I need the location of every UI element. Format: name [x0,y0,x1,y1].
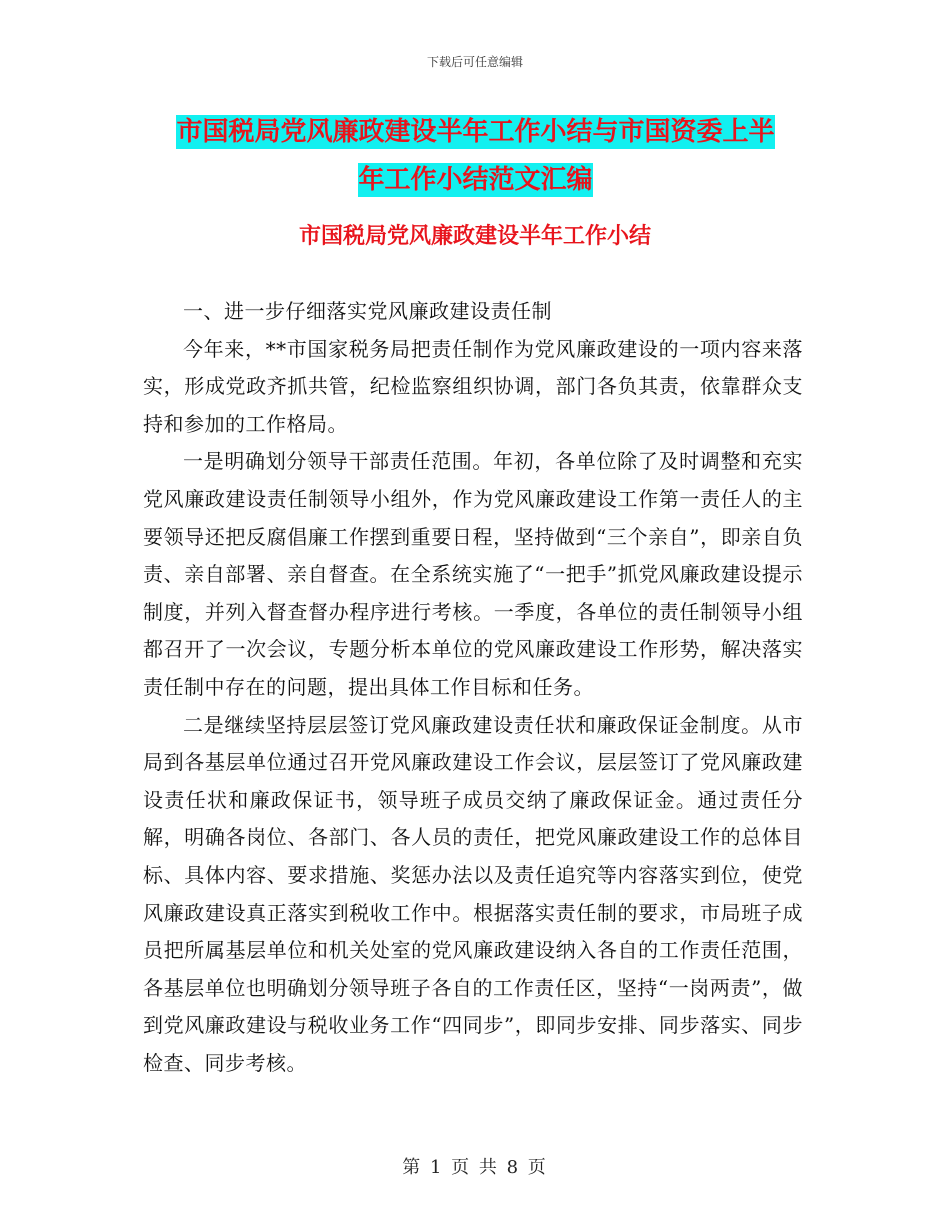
paragraph: 二是继续坚持层层签订党风廉政建设责任状和廉政保证金制度。从市局到各基层单位通过召开党风廉政建设工作会议，层层签订了党风廉政建设责任状和廉政保证书，领导班子成员交纳了廉政保证金。通过责任分解，明确各岗位、各部门、各人员的责任，把党风廉政建设工作的总体目标、具体内容、要求措施、奖惩办法以及责任追究等内容落实到位，使党风廉政建设真正落实到税收工作中。根据落实责任制的要求，市局班子成员把所属基层单位和机关处室的党风廉政建设纳入各自的工作责任范围，各基层单位也明确划分领导班子各自的工作责任区，坚持“一岗两责”，做到党风廉政建设与税收业务工作“四同步”，即同步安排、同步落实、同步检查、同步考核。 [143,712,803,1075]
header-note: 下载后可任意编辑 [426,55,523,69]
document-body [143,293,803,1082]
paragraph-heading: 一、进一步仔细落实党风廉政建设责任制 [183,299,552,323]
title-line-1: 市国税局党风廉政建设半年工作小结与市国资委上半 [176,117,775,147]
paragraph: 一是明确划分领导干部责任范围。年初，各单位除了及时调整和充实党风廉政建设责任制领导小组外，作为党风廉政建设工作第一责任人的主要领导还把反腐倡廉工作摆到重要日程，坚持做到“三个亲自”，即亲自负责、亲自部署、亲自督查。在全系统实施了“一把手”抓党风廉政建设提示制度，并列入督查督办程序进行考核。一季度，各单位的责任制领导小组都召开了一次会议，专题分析本单位的党风廉政建设工作形势，解决落实责任制中存在的问题，提出具体工作目标和任务。 [143,449,803,699]
paragraph: 今年来，**市国家税务局把责任制作为党风廉政建设的一项内容来落实，形成党政齐抓共管，纪检监察组织协调，部门各负其责，依靠群众支持和参加的工作格局。 [143,336,803,436]
document-title [143,108,808,204]
title-line-2: 年工作小结范文汇编 [358,165,593,195]
page-number: 第 1 页 共 8 页 [402,1157,548,1178]
section-title: 市国税局党风廉政建设半年工作小结 [298,223,651,249]
